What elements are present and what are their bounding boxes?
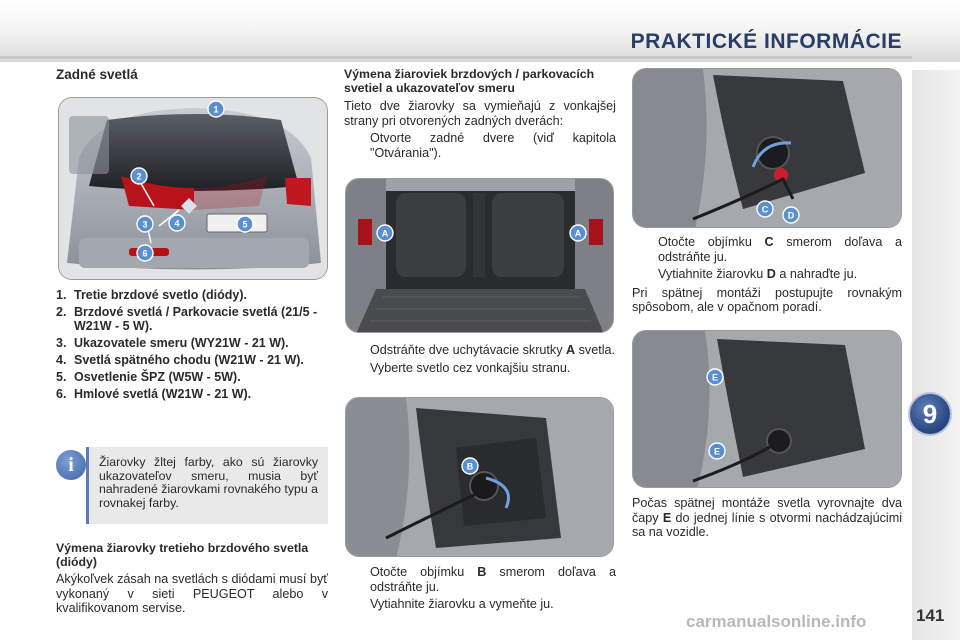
step-item xyxy=(344,361,616,376)
callout-B-label: B xyxy=(466,461,474,472)
legend-item xyxy=(56,305,326,333)
step-ref-C: C xyxy=(764,235,774,249)
third-light-text: Akýkoľvek zásah na svetlách s diódami musí byť vykonaný v sieti PEUGEOT alebo v kvalifikovanom servise. xyxy=(56,572,328,615)
watermark: carmanualsonline.info xyxy=(686,612,867,631)
step-ref-A: A xyxy=(566,343,576,357)
callout-A-right-label: A xyxy=(574,228,582,239)
legend-text: Osvetlenie ŠPZ (W5W - 5W). xyxy=(74,370,241,384)
step-text-part: Otočte objímku xyxy=(370,565,478,579)
step-item xyxy=(344,343,616,358)
legend-number: 4. xyxy=(56,353,67,367)
legend-text: Hmlové svetlá (W21W - 21 W). xyxy=(74,387,252,401)
callout-1-label: 1 xyxy=(213,104,219,115)
step-ref-B: B xyxy=(477,565,487,579)
step-item xyxy=(632,235,902,264)
bullet-symbol xyxy=(344,131,370,160)
trunk-drawing xyxy=(346,179,614,333)
step-item xyxy=(632,267,902,282)
page-gutter xyxy=(912,70,960,640)
legend-number: 6. xyxy=(56,387,67,401)
lamp-cd-drawing xyxy=(633,69,902,228)
trunk-illustration xyxy=(345,178,614,333)
step-text xyxy=(658,235,902,264)
lamp-b-illustration xyxy=(345,397,614,557)
step-item xyxy=(344,131,616,160)
lamp-b-drawing xyxy=(346,398,614,557)
step-ref-D: D xyxy=(766,267,776,281)
step-text-part: Otočte objímku xyxy=(658,235,765,249)
step-item xyxy=(344,597,616,612)
callout-2-label: 2 xyxy=(136,171,142,182)
rear-car-drawing xyxy=(59,98,328,280)
rear-car-illustration xyxy=(58,97,328,280)
header-divider xyxy=(0,56,912,59)
reassembly-note: Pri spätnej montáži postupujte rovnakým spôsobom, ale v opačnom poradí. xyxy=(632,285,902,314)
legend-item xyxy=(56,370,326,384)
legend-number: 5. xyxy=(56,370,67,384)
legend-number: 2. xyxy=(56,305,67,319)
column-right xyxy=(632,232,902,315)
socket-b-steps xyxy=(344,562,616,612)
bulb-legend xyxy=(56,288,326,404)
replace-intro: Tieto dve žiarovky sa vymieňajú z vonkajšej strany pri otvorených zadných dverách: xyxy=(344,99,616,128)
step-text xyxy=(370,565,616,594)
step-text: Otvorte zadné dvere (viď kapitola "Otvárania"). xyxy=(370,131,616,160)
callout-6-label: 6 xyxy=(142,248,148,259)
final-note-part: do jednej línie s otvormi nachádzajúcimi sa na vozidle. xyxy=(632,510,902,539)
column-middle xyxy=(344,68,616,160)
legend-number: 3. xyxy=(56,336,67,350)
chapter-badge[interactable]: 9 xyxy=(908,392,952,436)
step-text-part: Vytiahnite žiarovku xyxy=(658,267,767,281)
replace-title: Výmena žiaroviek brzdových / parkovacích svetiel a ukazovateľov smeru xyxy=(344,67,595,95)
page-number: 141 xyxy=(916,606,945,625)
step-ref-E: E xyxy=(662,510,672,525)
step-text-part: smerom doľava a odstráňte ju. xyxy=(658,235,902,264)
step-text xyxy=(658,267,902,282)
third-light-title: Výmena žiarovky tretieho brzdového svetla (diódy) xyxy=(56,541,309,569)
callout-4-label: 4 xyxy=(174,218,180,229)
legend-number: 1. xyxy=(56,288,67,302)
legend-text: Tretie brzdové svetlo (diódy). xyxy=(74,288,247,302)
legend-item xyxy=(56,353,326,367)
section-title: Zadné svetlá xyxy=(56,67,138,82)
step-text: Vyberte svetlo cez vonkajšiu stranu. xyxy=(370,360,571,375)
step-text-part: smerom doľava a odstráňte ju. xyxy=(370,565,616,594)
legend-item xyxy=(56,336,326,350)
callout-C-label: C xyxy=(761,204,769,215)
info-note: Žiarovky žltej farby, ako sú žiarovky ukazovateľov smeru, musia byť nahradené žiarovkami rovnakého typu a rovnakej farby. xyxy=(86,447,328,524)
legend-item xyxy=(56,288,326,302)
bullet-symbol xyxy=(344,597,370,612)
legend-text: Svetlá spätného chodu (W21W - 21 W). xyxy=(74,353,304,367)
callout-3-label: 3 xyxy=(142,219,148,230)
info-icon: i xyxy=(56,450,86,480)
lamp-e-illustration xyxy=(632,330,902,488)
step-item xyxy=(344,565,616,594)
bullet-symbol xyxy=(344,361,370,376)
bullet-symbol xyxy=(344,565,370,594)
callout-E-top-label: E xyxy=(711,372,719,383)
callout-5-label: 5 xyxy=(242,219,248,230)
step-text-part: Odstráňte dve uchytávacie skrutky xyxy=(370,343,566,357)
page-title: PRAKTICKÉ INFORMÁCIE xyxy=(630,30,902,53)
third-light-section xyxy=(56,542,328,616)
step-text-part: svetla. xyxy=(575,343,616,357)
lamp-cd-illustration xyxy=(632,68,902,228)
legend-text: Brzdové svetlá / Parkovacie svetlá (21/5 - W21W - 5 W). xyxy=(74,305,318,333)
step-text: Vytiahnite žiarovku a vymeňte ju. xyxy=(370,597,554,611)
legend-item xyxy=(56,387,326,401)
remove-light-steps xyxy=(344,340,616,375)
bullet-symbol xyxy=(632,267,658,282)
step-text xyxy=(370,343,616,358)
bullet-symbol xyxy=(632,235,658,264)
callout-E-bottom-label: E xyxy=(713,446,721,457)
bullet-symbol xyxy=(344,343,370,358)
callout-D-label: D xyxy=(787,210,795,221)
final-note-part: Počas spätnej montáže svetla vyrovnajte dva čapy xyxy=(632,496,902,525)
final-note xyxy=(632,496,902,540)
lamp-e-drawing xyxy=(633,331,902,488)
step-text-part: a nahraďte ju. xyxy=(775,267,858,281)
legend-text: Ukazovatele smeru (WY21W - 21 W). xyxy=(74,336,289,350)
callout-A-left-label: A xyxy=(381,228,389,239)
column-left xyxy=(56,68,331,89)
